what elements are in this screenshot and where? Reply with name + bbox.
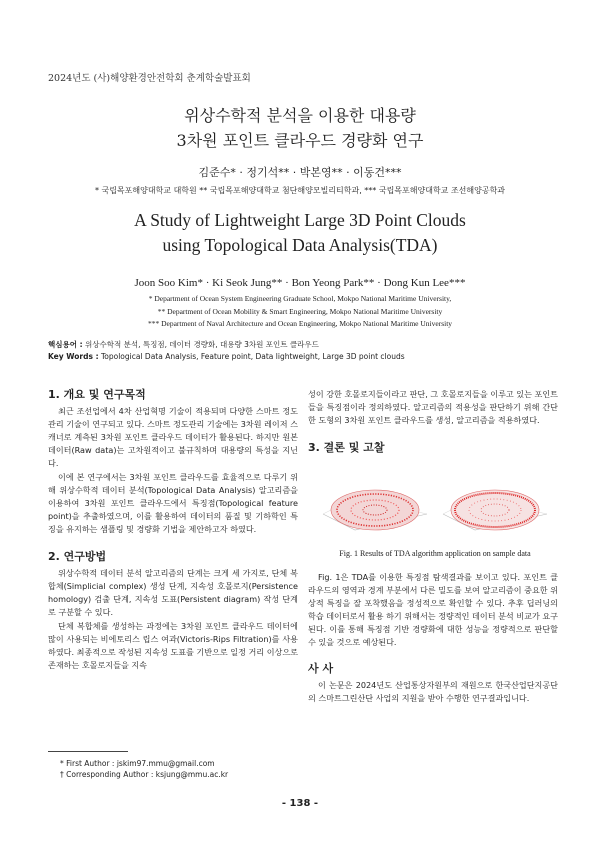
right-column-bottom <box>308 571 558 705</box>
section-1-paragraph-1: 최근 조선업에서 4차 산업혁명 기술이 적용되며 다양한 스마트 정도관리 기술이 연구되고 있다. 스마트 정도관리 기술에는 3차원 레이저 스캐너로 계측된 3차원 포인트 클라우드 데이터가 활용된다. 하지만 원본 데이터(Raw data)는 고차원적이고 불규칙하며 대용량의 특성을 지닌다. <box>48 406 298 469</box>
english-affiliation-1: * Department of Ocean System Engineering Graduate School, Mokpo National Maritime University, <box>148 294 452 303</box>
english-affiliation-2: ** Department of Ocean Mobility & Smart Engineering, Mokpo National Maritime University <box>157 306 443 316</box>
figure-1-caption: Fig. 1 Results of TDA algorithm application on sample data <box>339 549 531 558</box>
section-1-title: 1. 개요 및 연구목적 <box>48 388 146 401</box>
figure-1-left-panel <box>317 482 433 540</box>
section-2-title: 2. 연구방법 <box>48 550 107 564</box>
left-column <box>48 388 298 672</box>
korean-affiliations: * 국립목포해양대학교 대학원 ** 국립목포해양대학교 첨단해양모빌리티학과, *** 국립목포해양대학교 조선해양공학과 <box>94 186 506 195</box>
page-number: - 138 - <box>281 798 319 809</box>
keywords-kr-label: 핵심용어 : <box>48 340 83 349</box>
korean-title-line2: 3차원 포인트 클라우드 경량화 연구 <box>176 131 424 150</box>
section-2-continuation: 성이 강한 호몰로지들이라고 판단, 그 호몰로지들을 이루고 있는 포인트들을 특징점이라 정의하였다. 알고리즘의 적용성을 판단하기 위해 간단한 도형의 3차원 포인트 클라우드를 생성, 알고리즘을 적용하였다. <box>308 389 558 426</box>
keywords-korean <box>48 339 552 350</box>
english-title <box>0 208 600 258</box>
footnote-rule <box>48 751 128 752</box>
figure-1 <box>315 480 555 542</box>
english-authors: Joon Soo Kim* · Ki Seok Jung** · Bon Yeong Park** · Dong Kun Lee*** <box>134 277 466 289</box>
acknowledgment-paragraph: 이 논문은 2024년도 산업통상자원부의 재원으로 한국산업단지공단의 스마트그린산단 사업의 지원을 받아 수행한 연구결과입니다. <box>308 679 558 703</box>
english-affiliation-3: *** Department of Naval Architecture and Ocean Engineering, Mokpo National Maritime University <box>147 319 453 328</box>
english-title-line1: A Study of Lightweight Large 3D Point Clouds <box>134 210 466 230</box>
keywords-english <box>48 352 552 361</box>
korean-title <box>0 103 600 153</box>
section-2-paragraph-2: 단체 복합체를 생성하는 과정에는 3차원 포인트 클라우드 데이터에 많이 사용되는 비에토리스 립스 여과(Victoris-Rips Filtration)를 사용하였다. 최종적으로 작성된 지속성 도표를 기반으로 일정 거리 이상으로 존재하는 호몰로지들을 지속 <box>48 620 298 670</box>
acknowledgment-title: 사 사 <box>308 661 334 675</box>
section-3-title: 3. 결론 및 고찰 <box>308 441 385 455</box>
section-2-paragraph-1: 위상수학적 데이터 분석 알고리즘의 단계는 크게 세 가지로, 단체 복합체(Simplicial complex) 생성 단계, 지속성 호몰로지(Persistence homology) 검출 단계, 지속성 도표(Persistent diagram) 작성 단계로 구분할 수 있다. <box>48 568 298 618</box>
section-3-paragraph-1: Fig. 1은 TDA를 이용한 특징점 탐색결과를 보이고 있다. 포인트 클라우드의 영역과 경계 부분에서 다른 밀도를 보여 알고리즘이 중요한 위상적 특징을 잘 포착했음을 정성적으로 확인할 수 있다. 추후 딥러닝의 학습 데이터로서 활용 하기 위해서는 정량적인 데이터 분석 비교가 요구된다. 이를 통해 특징점 기반 경량화에 대한 성능을 정량적으로 판단할 수 있을 것으로 예상된다. <box>308 572 558 648</box>
keywords-en-label: Key Words : <box>48 352 99 361</box>
keywords-en-text: Topological Data Analysis, Feature point, Data lightweight, Large 3D point clouds <box>100 352 405 361</box>
footnote-first-author: * First Author : jskim97.mmu@gmail.com <box>60 759 215 768</box>
english-title-line2: using Topological Data Analysis(TDA) <box>162 235 438 255</box>
english-affiliations <box>0 293 600 331</box>
conference-header: 2024년도 (사)해양환경안전학회 춘계학술발표회 <box>48 73 251 84</box>
footnote-corresponding-author: † Corresponding Author : ksjung@mmu.ac.kr <box>60 770 229 779</box>
figure-1-right-panel <box>437 482 553 540</box>
section-1-paragraph-2: 이에 본 연구에서는 3차원 포인트 클라우드를 효율적으로 다루기 위해 위상수학적 데이터 분석(Topological Data Analysis) 알고리즘을 이용하여 3차원 포인트 클라우드에서 특징점(Topological feature point)을 추출하였으며, 이를 활용하여 데이터의 품질 및 기하학인 특징을 유지하는 샘플링 및 경량화 기법을 제안하고자 하였다. <box>48 471 298 534</box>
right-column-top <box>308 388 558 454</box>
keywords-kr-text: 위상수학적 분석, 특징점, 데이터 경량화, 대용량 3차원 포인트 클라우드 <box>84 340 319 349</box>
korean-title-line1: 위상수학적 분석을 이용한 대용량 <box>184 106 416 125</box>
korean-authors: 김준수* · 정기석** · 박본영** · 이동건*** <box>198 166 402 179</box>
